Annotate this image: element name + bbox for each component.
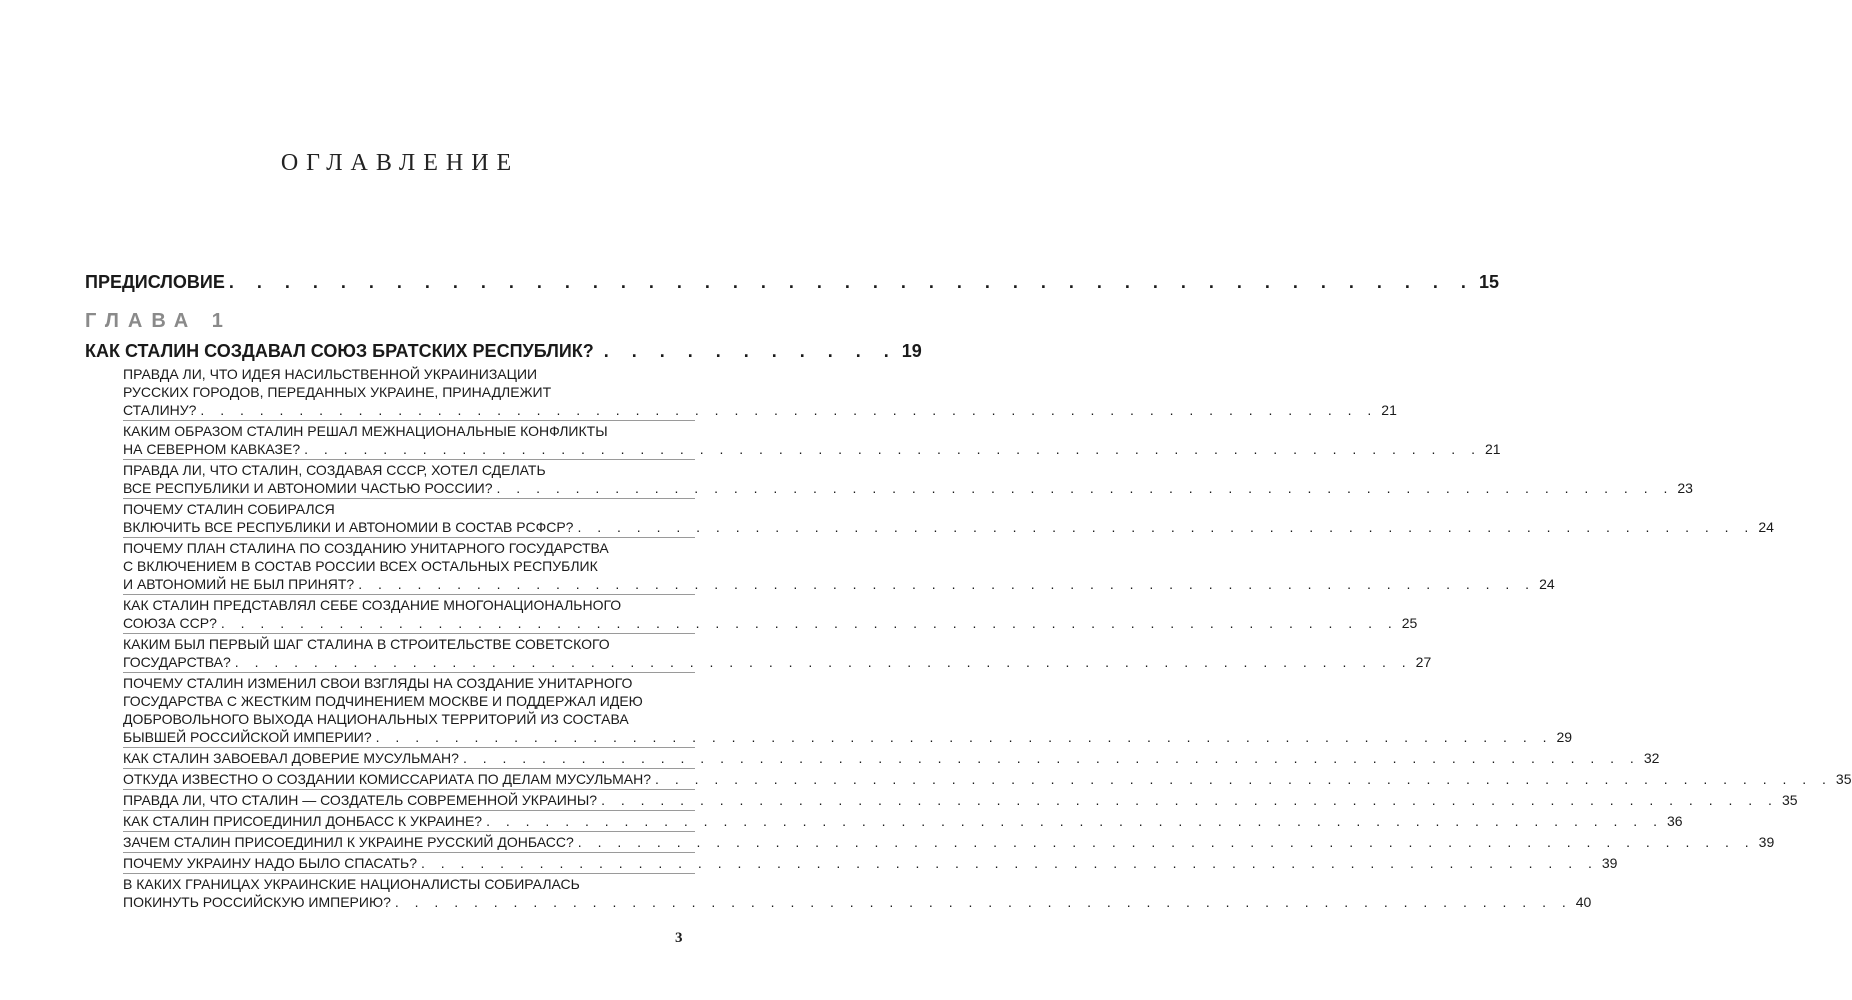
toc-item-line: РУССКИХ ГОРОДОВ, ПЕРЕДАННЫХ УКРАИНЕ, ПРИНАДЛЕЖИТ: [123, 384, 552, 400]
toc-item[interactable]: [123, 500, 1774, 538]
toc-item-line: С ВКЛЮЧЕНИЕМ В СОСТАВ РОССИИ ВСЕХ ОСТАЛЬНЫХ РЕСПУБЛИК: [123, 558, 598, 574]
toc-item-line: ПРАВДА ЛИ, ЧТО СТАЛИН, СОЗДАВАЯ СССР, ХОТЕЛ СДЕЛАТЬ: [123, 462, 546, 478]
toc-item-text: И АВТОНОМИЙ НЕ БЫЛ ПРИНЯТ?: [123, 576, 355, 592]
toc-item-last-line: [123, 401, 1397, 419]
toc-item[interactable]: [123, 875, 1592, 912]
toc-item-text: ГОСУДАРСТВА?: [123, 654, 231, 670]
toc-item-last-line: [123, 791, 1798, 809]
toc-item-text: СТАЛИНУ?: [123, 402, 197, 418]
toc-item-last-line: [123, 575, 1555, 593]
toc-item-text: ВСЕ РЕСПУБЛИКИ И АВТОНОМИИ ЧАСТЬЮ РОССИИ?: [123, 480, 493, 496]
toc-item-text: ОТКУДА ИЗВЕСТНО О СОЗДАНИИ КОМИССАРИАТА ПО ДЕЛАМ МУСУЛЬМАН?: [123, 771, 652, 787]
dot-leader: . . . . . . . . . . . . . . . . . . . . . . . . . . . . . . . . . . . . . . . . . . . . . . . . . . . . . . . . . . . .: [601, 792, 1778, 808]
toc-item-last-line: [123, 440, 1501, 458]
toc-item-text: НА СЕВЕРНОМ КАВКАЗЕ?: [123, 441, 301, 457]
preface-label: ПРЕДИСЛОВИЕ: [85, 272, 225, 292]
toc-item-page: 32: [1643, 750, 1660, 766]
toc-item-page: 39: [1758, 834, 1775, 850]
toc-item[interactable]: [123, 635, 1432, 673]
toc-item-page: 35: [1781, 792, 1798, 808]
toc-item-text: БЫВШЕЙ РОССИЙСКОЙ ИМПЕРИИ?: [123, 729, 372, 745]
toc-item-last-line: [123, 833, 1775, 851]
toc-item-line: ПРАВДА ЛИ, ЧТО ИДЕЯ НАСИЛЬСТВЕННОЙ УКРАИНИЗАЦИИ: [123, 366, 538, 382]
toc-item-page: 25: [1401, 615, 1418, 631]
toc-item-text: КАК СТАЛИН ЗАВОЕВАЛ ДОВЕРИЕ МУСУЛЬМАН?: [123, 750, 459, 766]
toc-item-line: ПОЧЕМУ ПЛАН СТАЛИНА ПО СОЗДАНИЮ УНИТАРНОГО ГОСУДАРСТВА: [123, 540, 609, 556]
toc-item-text: СОЮЗА ССР?: [123, 615, 217, 631]
toc-item[interactable]: [123, 422, 1501, 460]
chapter-label: ГЛАВА 1: [85, 310, 232, 332]
toc-item-last-line: [123, 614, 1418, 632]
toc-item-last-line: [123, 812, 1683, 830]
toc-entry-chapter-1[interactable]: [85, 341, 922, 362]
toc-item-line: КАКИМ БЫЛ ПЕРВЫЙ ШАГ СТАЛИНА В СТРОИТЕЛЬСТВЕ СОВЕТСКОГО: [123, 636, 610, 652]
toc-item-line: ГОСУДАРСТВА С ЖЕСТКИМ ПОДЧИНЕНИЕМ МОСКВЕ И ПОДДЕРЖАЛ ИДЕЮ: [123, 693, 643, 709]
dot-leader: . . . . . . . . . . . . . . . . . . . . . . . . . . . . . . . . . . . . . . . . . . . . .: [228, 272, 1475, 292]
toc-item[interactable]: [123, 365, 1397, 421]
toc-item[interactable]: [123, 854, 1618, 874]
toc-item[interactable]: [123, 596, 1418, 634]
toc-item-text: ПОЧЕМУ УКРАИНУ НАДО БЫЛО СПАСАТЬ?: [123, 855, 417, 871]
chapter-page: 19: [901, 341, 922, 361]
dot-leader: . . . . . . . . . . . . . . . . . . . . . . . . . . . . . . . . . . . . . . . . . . . . . . . . . . . . . . . . . . . .: [655, 771, 1832, 787]
toc-item-page: 24: [1758, 519, 1774, 535]
toc-item-page: 36: [1666, 813, 1683, 829]
toc-item[interactable]: [123, 749, 1660, 769]
dot-leader: . . . . . . . . . . . . . . . . . . . . . . . . . . . . . . . . . . . . . . . . . . . . . . . . . . . . . . . . . . . .: [304, 441, 1481, 457]
dot-leader: . . . . . . . . . . .: [603, 341, 898, 361]
toc-item-line: КАКИМ ОБРАЗОМ СТАЛИН РЕШАЛ МЕЖНАЦИОНАЛЬНЫЕ КОНФЛИКТЫ: [123, 423, 608, 439]
toc-item[interactable]: [123, 833, 1775, 853]
toc-item-page: 39: [1601, 855, 1618, 871]
toc-item[interactable]: [123, 461, 1693, 499]
dot-leader: . . . . . . . . . . . . . . . . . . . . . . . . . . . . . . . . . . . . . . . . . . . . . . . . . . . . . . . . . . . .: [577, 834, 1755, 850]
dot-leader: . . . . . . . . . . . . . . . . . . . . . . . . . . . . . . . . . . . . . . . . . . . . . . . . . . . . . . . . . . . .: [358, 576, 1536, 592]
toc-item-page: 21: [1381, 402, 1397, 418]
toc-item-page: 40: [1575, 894, 1592, 910]
dot-leader: . . . . . . . . . . . . . . . . . . . . . . . . . . . . . . . . . . . . . . . . . . . . . . . . . . . . . . . . . . . .: [200, 402, 1378, 418]
dot-leader: . . . . . . . . . . . . . . . . . . . . . . . . . . . . . . . . . . . . . . . . . . . . . . . . . . . . . . . . . . . .: [462, 750, 1640, 766]
toc-item-page: 35: [1835, 771, 1852, 787]
toc-item-last-line: [123, 854, 1618, 872]
dot-leader: . . . . . . . . . . . . . . . . . . . . . . . . . . . . . . . . . . . . . . . . . . . . . . . . . . . . . . . . . . . .: [220, 615, 1398, 631]
toc-item[interactable]: [123, 539, 1555, 595]
dot-leader: . . . . . . . . . . . . . . . . . . . . . . . . . . . . . . . . . . . . . . . . . . . . . . . . . . . . . . . . . . . .: [375, 729, 1553, 745]
toc-item[interactable]: [123, 674, 1573, 748]
toc-item-last-line: [123, 749, 1660, 767]
toc-item-last-line: [123, 893, 1592, 911]
toc-item-line: ПОЧЕМУ СТАЛИН ИЗМЕНИЛ СВОИ ВЗГЛЯДЫ НА СОЗДАНИЕ УНИТАРНОГО: [123, 675, 633, 691]
dot-leader: . . . . . . . . . . . . . . . . . . . . . . . . . . . . . . . . . . . . . . . . . . . . . . . . . . . . . . . . . . . .: [394, 894, 1572, 910]
preface-page: 15: [1478, 272, 1499, 292]
toc-item-last-line: [123, 653, 1432, 671]
dot-leader: . . . . . . . . . . . . . . . . . . . . . . . . . . . . . . . . . . . . . . . . . . . . . . . . . . . . . . . . . . . .: [234, 654, 1412, 670]
page-title: ОГЛАВЛЕНИЕ: [280, 150, 520, 176]
toc-item-last-line: [123, 770, 1852, 788]
toc-item-page: 21: [1484, 441, 1501, 457]
toc-item-text: КАК СТАЛИН ПРИСОЕДИНИЛ ДОНБАСС К УКРАИНЕ?: [123, 813, 483, 829]
toc-item-text: ПРАВДА ЛИ, ЧТО СТАЛИН — СОЗДАТЕЛЬ СОВРЕМЕННОЙ УКРАИНЫ?: [123, 792, 598, 808]
dot-leader: . . . . . . . . . . . . . . . . . . . . . . . . . . . . . . . . . . . . . . . . . . . . . . . . . . . . . . . . . . . .: [486, 813, 1663, 829]
toc-item-page: 29: [1556, 729, 1573, 745]
toc-item-text: ПОКИНУТЬ РОССИЙСКУЮ ИМПЕРИЮ?: [123, 894, 391, 910]
toc-item-last-line: [123, 518, 1774, 536]
toc-item-last-line: [123, 479, 1693, 497]
toc-item-page: 24: [1539, 576, 1555, 592]
toc-item[interactable]: [123, 791, 1798, 811]
dot-leader: . . . . . . . . . . . . . . . . . . . . . . . . . . . . . . . . . . . . . . . . . . . . . . . . . . . . . . . . . . . .: [496, 480, 1674, 496]
toc-item-line: В КАКИХ ГРАНИЦАХ УКРАИНСКИЕ НАЦИОНАЛИСТЫ СОБИРАЛАСЬ: [123, 876, 580, 892]
toc-entry-preface[interactable]: [85, 272, 1499, 293]
chapter-title: КАК СТАЛИН СОЗДАВАЛ СОЮЗ БРАТСКИХ РЕСПУБЛИК?: [85, 341, 594, 361]
page-number: 3: [675, 930, 683, 946]
toc-item[interactable]: [123, 812, 1683, 832]
toc-item[interactable]: [123, 770, 1852, 790]
toc-item-page: 27: [1415, 654, 1432, 670]
toc-item-last-line: [123, 728, 1573, 746]
toc-item-line: ДОБРОВОЛЬНОГО ВЫХОДА НАЦИОНАЛЬНЫХ ТЕРРИТОРИЙ ИЗ СОСТАВА: [123, 711, 629, 727]
dot-leader: . . . . . . . . . . . . . . . . . . . . . . . . . . . . . . . . . . . . . . . . . . . . . . . . . . . . . . . . . . . .: [577, 519, 1755, 535]
dot-leader: . . . . . . . . . . . . . . . . . . . . . . . . . . . . . . . . . . . . . . . . . . . . . . . . . . . . . . . . . . . .: [421, 855, 1598, 871]
toc-item-line: ПОЧЕМУ СТАЛИН СОБИРАЛСЯ: [123, 501, 335, 517]
toc-item-list: [123, 365, 1852, 913]
toc-item-text: ЗАЧЕМ СТАЛИН ПРИСОЕДИНИЛ К УКРАИНЕ РУССКИЙ ДОНБАСС?: [123, 834, 574, 850]
toc-item-line: КАК СТАЛИН ПРЕДСТАВЛЯЛ СЕБЕ СОЗДАНИЕ МНОГОНАЦИОНАЛЬНОГО: [123, 597, 622, 613]
toc-item-page: 23: [1677, 480, 1693, 496]
toc-item-text: ВКЛЮЧИТЬ ВСЕ РЕСПУБЛИКИ И АВТОНОМИИ В СОСТАВ РСФСР?: [123, 519, 574, 535]
